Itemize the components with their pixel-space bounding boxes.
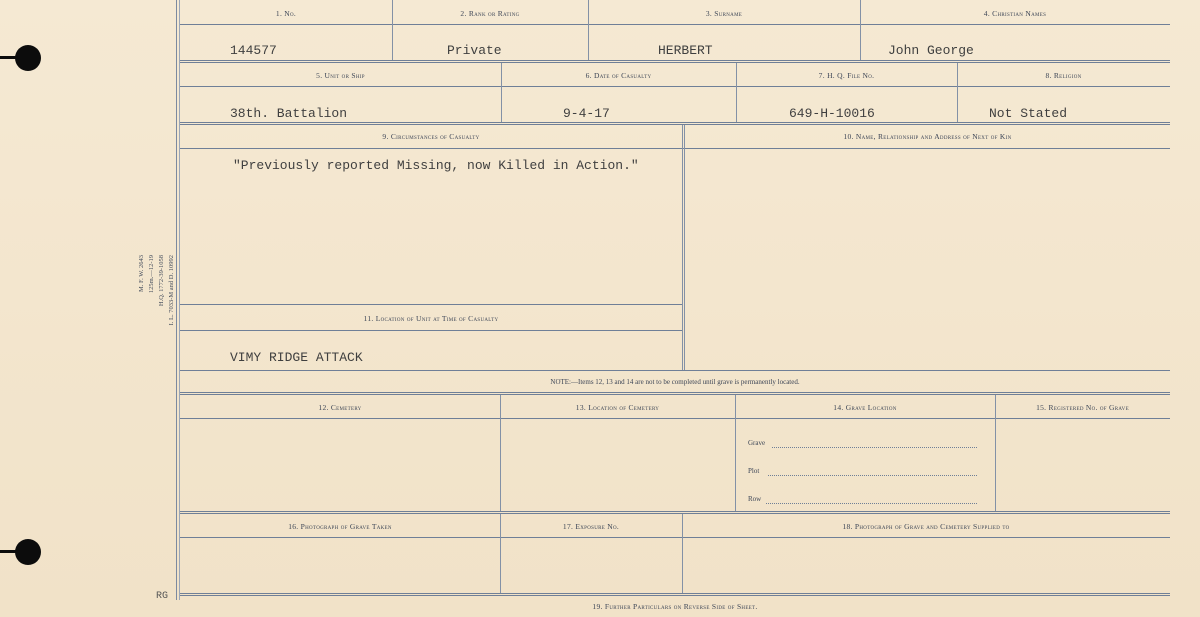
label-photo-supplied: 18. Photograph of Grave and Cemetery Supplied to xyxy=(842,522,1010,531)
label-location-of-unit: 11. Location of Unit at Time of Casualty xyxy=(363,314,499,323)
rule xyxy=(180,330,682,331)
value-unit: 38th. Battalion xyxy=(230,106,348,121)
label-religion: 8. Religion xyxy=(1045,71,1082,80)
margin-rule-inner xyxy=(179,0,180,600)
label-next-of-kin: 10. Name, Relationship and Address of Next of Kin xyxy=(843,132,1012,141)
value-surname: HERBERT xyxy=(658,43,713,58)
label-registered-no: 15. Registered No. of Grave xyxy=(1036,403,1129,412)
rule xyxy=(682,125,683,370)
value-rank: Private xyxy=(447,43,502,58)
completion-note: NOTE:—Items 12, 13 and 14 are not to be completed until grave is permanently located. xyxy=(550,378,800,386)
label-cemetery: 12. Cemetery xyxy=(318,403,362,412)
rule xyxy=(180,537,1170,538)
punch-hole-bottom xyxy=(15,539,41,565)
label-grave-location: 14. Grave Location xyxy=(833,403,897,412)
plot-field-label: Plot xyxy=(748,467,760,475)
rule xyxy=(180,593,1170,596)
label-date: 6. Date of Casualty xyxy=(585,71,652,80)
rule xyxy=(180,60,1170,63)
form-code xyxy=(138,255,178,365)
row-field-label: Row xyxy=(748,495,762,503)
plot-field xyxy=(748,467,978,475)
label-no: 1. No. xyxy=(275,9,297,18)
rule xyxy=(500,395,501,511)
value-circumstances: "Previously reported Missing, now Killed in Action." xyxy=(233,158,639,173)
row-field-line xyxy=(766,503,977,504)
grave-field-line xyxy=(772,447,977,448)
rule xyxy=(180,304,682,305)
label-surname: 3. Surname xyxy=(705,9,743,18)
form-code-line: M. F. W. 2643 xyxy=(138,255,145,293)
value-date: 9-4-17 xyxy=(563,106,610,121)
grave-field-label: Grave xyxy=(748,439,766,447)
rule xyxy=(180,24,1170,25)
value-no: 144577 xyxy=(230,43,277,58)
value-location-of-unit: VIMY RIDGE ATTACK xyxy=(230,350,363,365)
label-hq-file: 7. H. Q. File No. xyxy=(818,71,875,80)
value-christian-names: John George xyxy=(888,43,974,58)
form-code-line: 125m.—12-19 xyxy=(148,255,155,294)
label-further-particulars: 19. Further Particulars on Reverse Side of Sheet. xyxy=(592,602,758,611)
value-religion: Not Stated xyxy=(989,106,1068,121)
label-exposure-no: 17. Exposure No. xyxy=(562,522,620,531)
form-code-line: H.Q. 1772-39-1058 xyxy=(158,255,165,307)
rule xyxy=(180,511,1170,514)
label-rank: 2. Rank or Rating xyxy=(460,9,520,18)
label-circumstances: 9. Circumstances of Casualty xyxy=(382,132,480,141)
label-christian-names: 4. Christian Names xyxy=(983,9,1047,18)
rule xyxy=(180,148,1170,149)
rg-stamp: RG xyxy=(156,591,169,602)
grave-field xyxy=(748,439,978,447)
plot-field-line xyxy=(768,475,977,476)
rule xyxy=(995,395,996,511)
rule xyxy=(684,125,685,370)
rule xyxy=(180,86,1170,87)
label-photo-taken: 16. Photograph of Grave Taken xyxy=(288,522,392,531)
punch-hole-top xyxy=(15,45,41,71)
rule xyxy=(180,392,1170,395)
value-hq-file: 649-H-10016 xyxy=(789,106,875,121)
rule xyxy=(735,395,736,511)
rule xyxy=(180,370,1170,371)
row-field xyxy=(748,495,978,503)
rule xyxy=(180,122,1170,125)
label-location-of-cemetery: 13. Location of Cemetery xyxy=(575,403,660,412)
form-code-line: I. L. 7033-M and D. 10992 xyxy=(168,255,175,326)
rule xyxy=(180,418,1170,419)
label-unit: 5. Unit or Ship xyxy=(316,71,365,80)
